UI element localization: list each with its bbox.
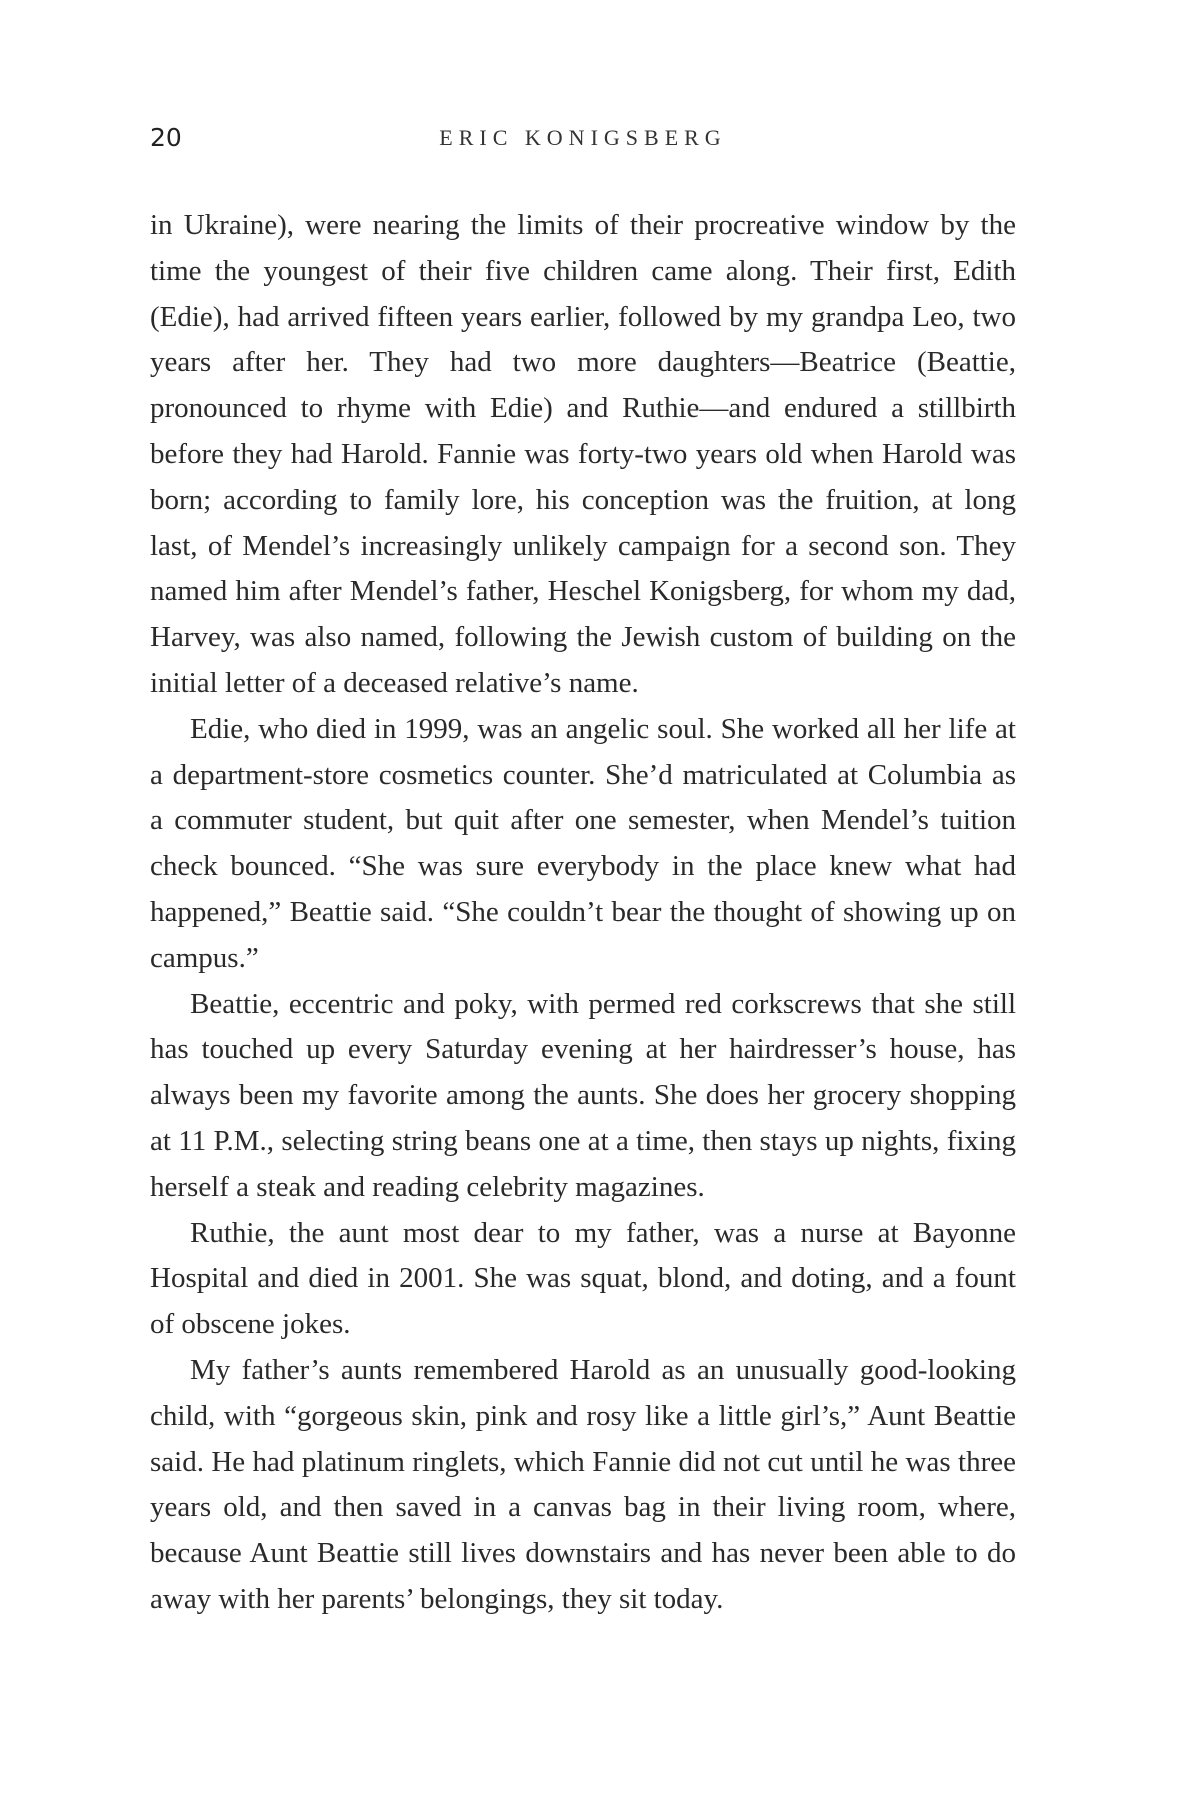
- paragraph: My father’s aunts remembered Harold as an unusually good-looking child, with “gorgeous skin, pink and rosy like a little girl’s,” Aunt Beattie said. He had platinum ringlets, which Fannie did not cut until he was three years old, and then saved in a canvas bag in their living room, where, because Aunt Beattie still lives downstairs and has never been able to do away with her parents’ belongings, they sit today.: [150, 1353, 1016, 1615]
- paragraph: Beattie, eccentric and poky, with permed red corkscrews that she still has touched up every Saturday evening at her hairdresser’s house, has always been my favorite among the aunts. She does her grocery shopping at 11 P.M., selecting string beans one at a time, then stays up nights, fixing herself a steak and reading celebrity magazines.: [150, 987, 1016, 1203]
- paragraph: Ruthie, the aunt most dear to my father, was a nurse at Bayonne Hospital and died in 2001. She was squat, blond, and doting, and a fount of obscene jokes.: [150, 1216, 1016, 1341]
- page-number: 20: [150, 123, 182, 152]
- body-text: [150, 203, 1016, 1623]
- paragraph: in Ukraine), were nearing the limits of their procreative window by the time the youngest of their five children came along. Their first, Edith (Edie), had arrived fifteen years earlier, followed by my grandpa Leo, two years after her. They had two more daughters—Beatrice (Beattie, pronounced to rhyme with Edie) and Ruthie—and endured a stillbirth before they had Harold. Fannie was forty-two years old when Harold was born; according to family lore, his conception was the fruition, at long last, of Mendel’s increasingly unlikely campaign for a second son. They named him after Mendel’s father, Heschel Konigsberg, for whom my dad, Harvey, was also named, following the Jewish custom of building on the initial letter of a deceased relative’s name.: [150, 209, 1016, 699]
- running-head-author: ERIC KONIGSBERG: [439, 125, 727, 150]
- running-head: [150, 118, 1016, 158]
- paragraph: Edie, who died in 1999, was an angelic soul. She worked all her life at a department-store cosmetics counter. She’d matriculated at Columbia as a commuter student, but quit after one semester, when Mendel’s tuition check bounced. “She was sure everybody in the place knew what had happened,” Beattie said. “She couldn’t bear the thought of showing up on campus.”: [150, 712, 1016, 974]
